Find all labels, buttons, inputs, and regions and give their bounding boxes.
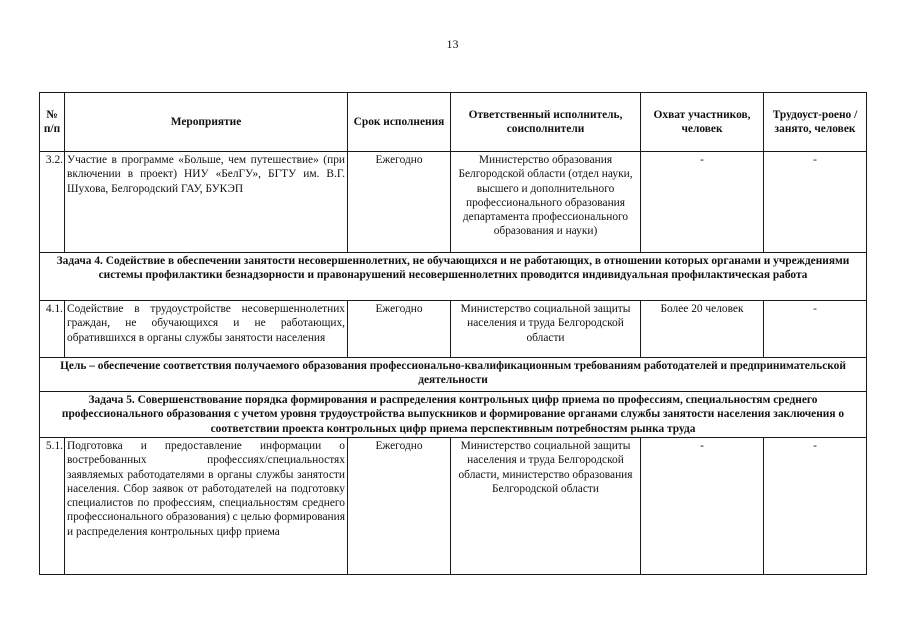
task-4-heading: Задача 4. Содействие в обеспечении занятости несовершеннолетних, не обучающихся и не работающих, в отношении которых органами и учреждениями системы профилактики безнадзорности и правонарушений несовершеннолетних проводится индивидуальная профилактическая работа	[40, 253, 867, 301]
header-num: № п/п	[40, 93, 65, 152]
employed-cell: -	[764, 152, 867, 253]
event-cell: Участие в программе «Больше, чем путешествие» (при включении в проект) НИУ «БелГУ», БГТУ им. В.Г. Шухова, Белгородский ГАУ, БУКЭП	[65, 152, 348, 253]
header-coverage: Охват участников, человек	[641, 93, 764, 152]
employed-cell: -	[764, 438, 867, 575]
task-heading-row	[40, 253, 867, 301]
header-executor: Ответственный исполнитель, соисполнители	[451, 93, 641, 152]
goal-heading-row	[40, 358, 867, 392]
header-event: Мероприятие	[65, 93, 348, 152]
coverage-cell: -	[641, 152, 764, 253]
goal-heading: Цель – обеспечение соответствия получаемого образования профессионально-квалификационным требованиям работодателей и предпринимательской деятельности	[40, 358, 867, 392]
table-row	[40, 152, 867, 253]
page-number: 13	[446, 37, 459, 51]
event-cell: Содействие в трудоустройстве несовершеннолетних граждан, не обучающихся и не работающих, обратившихся в органы службы занятости населения	[65, 301, 348, 358]
header-term: Срок исполнения	[348, 93, 451, 152]
event-cell: Подготовка и предоставление информации о востребованных профессиях/специальностях заявляемых работодателями в органы службы занятости населения. Сбор заявок от работодателей на подготовку специалистов по профессиям, специальностям среднего профессионального образования) с целью формирования и распределения контрольных цифр приема	[65, 438, 348, 575]
task-heading-row	[40, 392, 867, 438]
term-cell: Ежегодно	[348, 152, 451, 253]
coverage-cell: -	[641, 438, 764, 575]
executor-cell: Министерство социальной защиты населения и труда Белгородской области, министерство образования Белгородской области	[451, 438, 641, 575]
term-cell: Ежегодно	[348, 438, 451, 575]
row-number: 3.2.	[40, 152, 65, 253]
row-number: 5.1.	[40, 438, 65, 575]
executor-cell: Министерство образования Белгородской области (отдел науки, высшего и дополнительного профессионального образования департамента профессионального образования и науки)	[451, 152, 641, 253]
executor-cell: Министерство социальной защиты населения и труда Белгородской области	[451, 301, 641, 358]
employed-cell: -	[764, 301, 867, 358]
table-row	[40, 301, 867, 358]
table-row	[40, 438, 867, 575]
table-header-row	[40, 93, 867, 152]
coverage-cell: Более 20 человек	[641, 301, 764, 358]
action-plan-table	[39, 92, 867, 575]
term-cell: Ежегодно	[348, 301, 451, 358]
row-number: 4.1.	[40, 301, 65, 358]
header-employed: Трудоуст-роено / занято, человек	[764, 93, 867, 152]
task-5-heading: Задача 5. Совершенствование порядка формирования и распределения контрольных цифр приема по профессиям, специальностям среднего профессионального образования с учетом уровня трудоустройства выпускников и формирование органами службы занятости населения заключения о соответствии проекта контрольных цифр приема перспективным потребностям рынка труда	[40, 392, 867, 438]
